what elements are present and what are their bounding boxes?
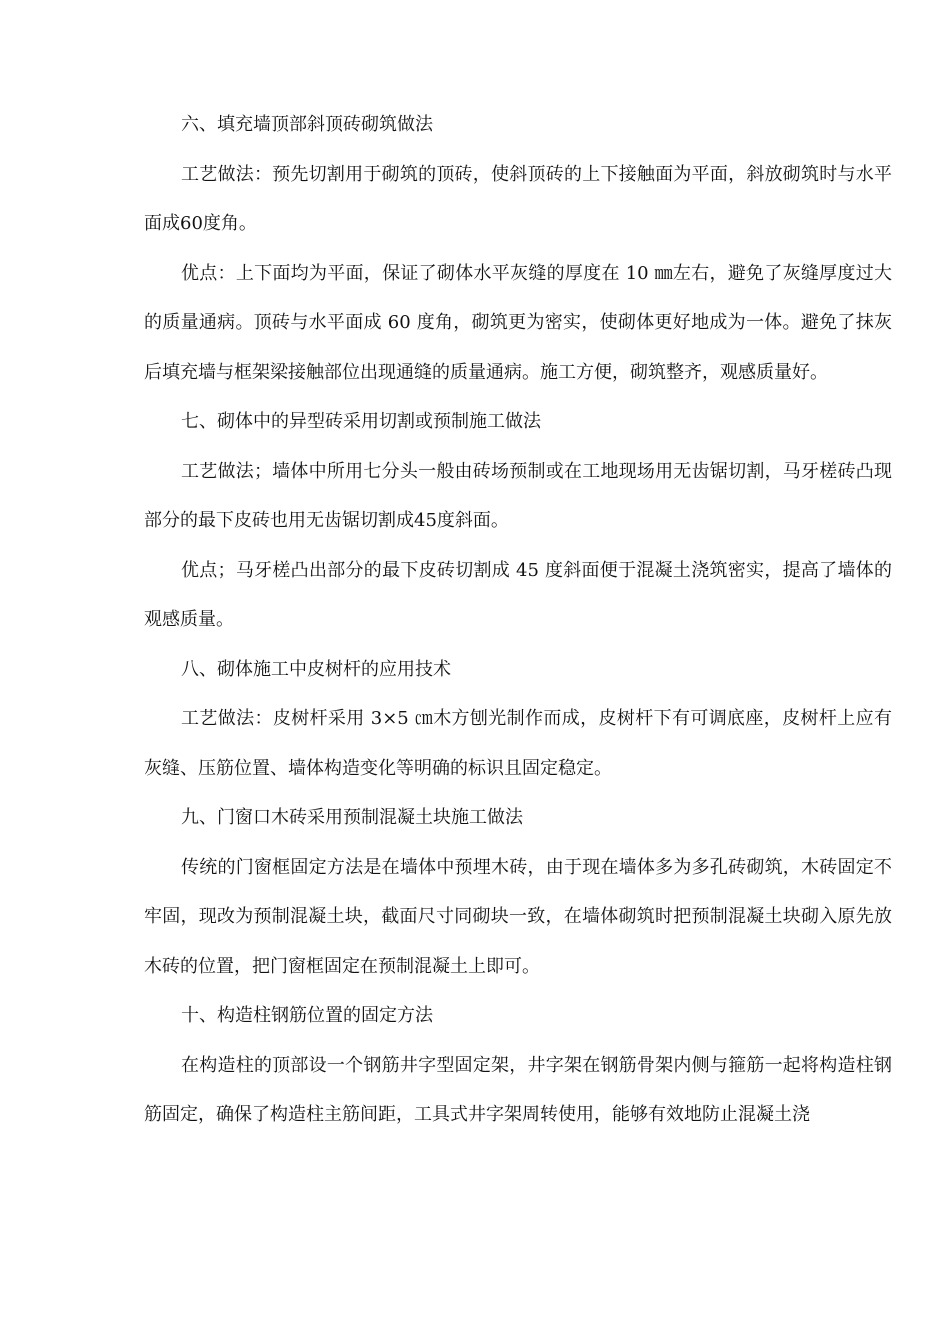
- section-6-paragraph-2: 优点：上下面均为平面，保证了砌体水平灰缝的厚度在 10 ㎜左右，避免了灰缝厚度过大的质量通病。顶砖与水平面成 60 度角，砌筑更为密实，使砌体更好地成为一体。避免了抹灰后填充墙与框架梁接触部位出现通缝的质量通病。施工方便，砌筑整齐，观感质量好。: [144, 262, 892, 383]
- section-heading-10: 十、构造柱钢筋位置的固定方法: [181, 1005, 433, 1026]
- section-10-paragraph-1: 在构造柱的顶部设一个钢筋井字型固定架，井字架在钢筋骨架内侧与箍筋一起将构造柱钢筋固定，确保了构造柱主筋间距，工具式井字架周转使用，能够有效地防止混凝土浇: [144, 1054, 892, 1125]
- section-heading-8: 八、砌体施工中皮树杆的应用技术: [181, 658, 451, 680]
- section-7-paragraph-2: 优点；马牙槎凸出部分的最下皮砖切割成 45 度斜面便于混凝土浇筑密实，提高了墙体的观感质量。: [144, 559, 892, 630]
- section-8-paragraph-1: 工艺做法：皮树杆采用 3×5 ㎝木方刨光制作而成，皮树杆下有可调底座，皮树杆上应有灰缝、压筋位置、墙体构造变化等明确的标识且固定稳定。: [144, 708, 892, 779]
- document-body: [144, 100, 892, 1140]
- section-heading-7: 七、砌体中的异型砖采用切割或预制施工做法: [181, 411, 541, 432]
- section-heading-6: 六、填充墙顶部斜顶砖砌筑做法: [181, 114, 433, 135]
- section-heading-9: 九、门窗口木砖采用预制混凝土块施工做法: [181, 807, 523, 828]
- section-6-paragraph-1: 工艺做法：预先切割用于砌筑的顶砖，使斜顶砖的上下接触面为平面，斜放砌筑时与水平面成60度角。: [144, 163, 892, 234]
- section-9-paragraph-1: 传统的门窗框固定方法是在墙体中预埋木砖，由于现在墙体多为多孔砖砌筑，木砖固定不牢固，现改为预制混凝土块，截面尺寸同砌块一致，在墙体砌筑时把预制混凝土块砌入原先放木砖的位置，把门窗框固定在预制混凝土上即可。: [144, 856, 892, 977]
- section-7-paragraph-1: 工艺做法；墙体中所用七分头一般由砖场预制或在工地现场用无齿锯切割，马牙槎砖凸现部分的最下皮砖也用无齿锯切割成45度斜面。: [144, 460, 892, 531]
